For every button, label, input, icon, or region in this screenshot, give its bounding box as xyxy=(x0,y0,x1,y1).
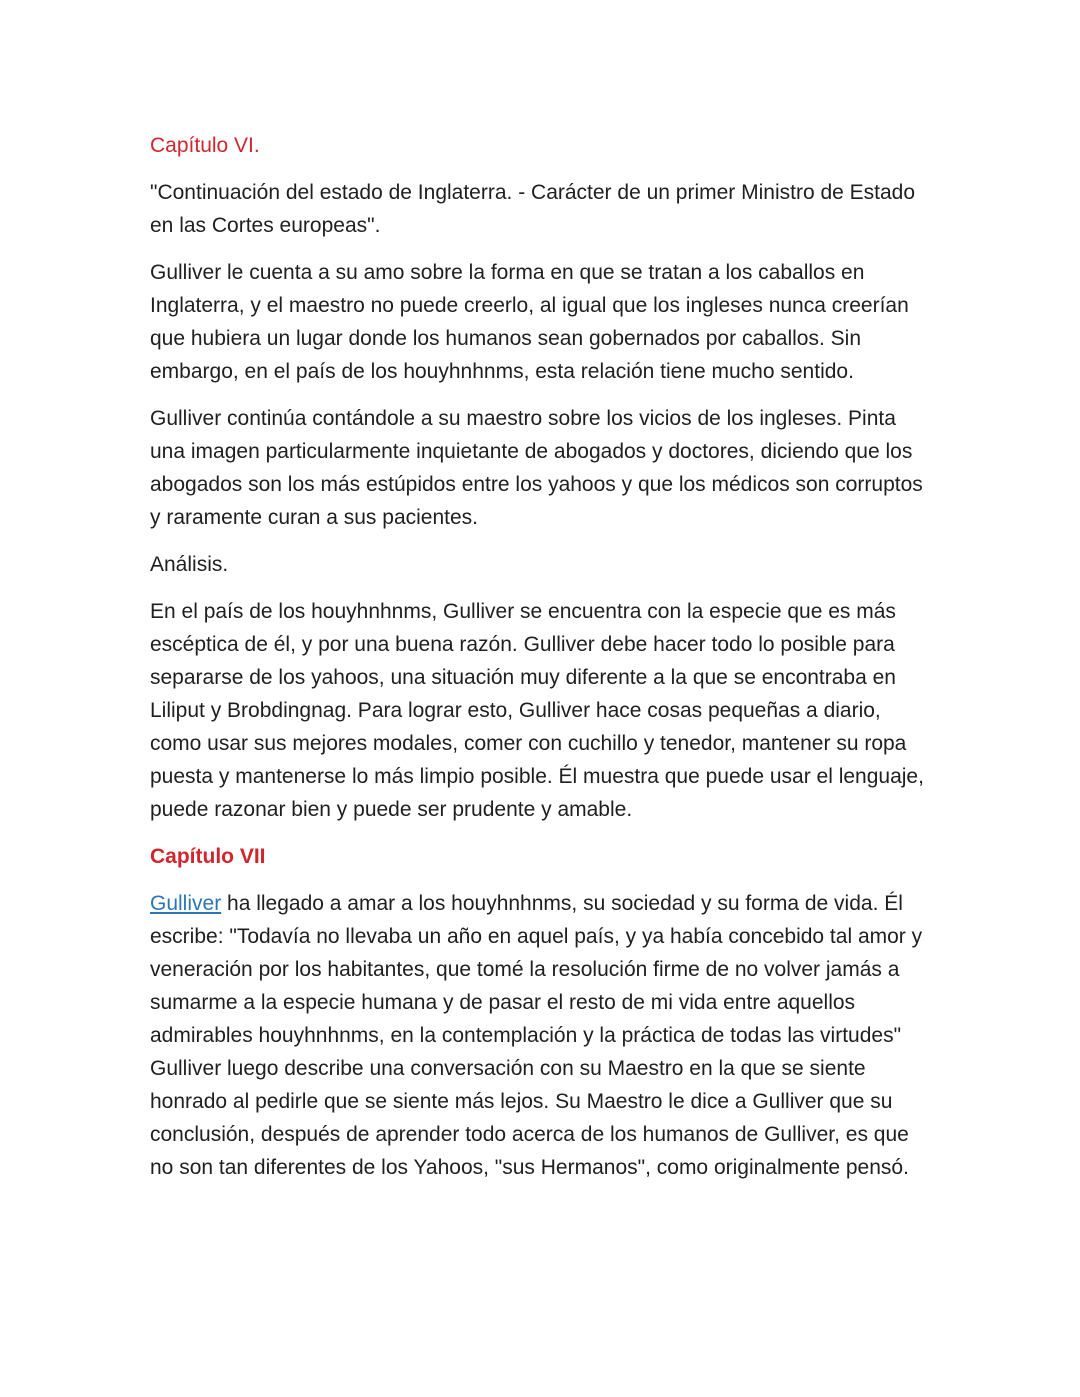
chapter-7-heading: Capítulo VII xyxy=(150,845,266,868)
document-content xyxy=(150,129,935,1184)
chapter-6-paragraph-1: Gulliver le cuenta a su amo sobre la forma en que se tratan a los caballos en Inglaterra, y el maestro no puede creerlo, al igual que los ingleses nunca creerían que hubiera un lugar donde los humanos sean gobernados por caballos. Sin embargo, en el país de los houyhnhnms, esta relación tiene mucho sentido. xyxy=(150,261,909,383)
analysis-label: Análisis. xyxy=(150,553,229,576)
analysis-paragraph: En el país de los houyhnhnms, Gulliver se encuentra con la especie que es más escéptica de él, y por una buena razón. Gulliver debe hacer todo lo posible para separarse de los yahoos, una situación muy diferente a la que se encontraba en Liliput y Brobdingnag. Para lograr esto, Gulliver hace cosas pequeñas a diario, como usar sus mejores modales, comer con cuchillo y tenedor, mantener su ropa puesta y mantenerse lo más limpio posible. Él muestra que puede usar el lenguaje, puede razonar bien y puede ser prudente y amable. xyxy=(150,600,924,821)
chapter-7-paragraph-text: ha llegado a amar a los houyhnhnms, su sociedad y su forma de vida. Él escribe: "Todavía no llevaba un año en aquel país, y ya había concebido tal amor y veneración por los habitantes, que tomé la resolución firme de no volver jamás a sumarme a la especie humana y de pasar el resto de mi vida entre aquellos admirables houyhnhnms, en la contemplación y la práctica de todas las virtudes" Gulliver luego describe una conversación con su Maestro en la que se siente honrado al pedirle que se siente más lejos. Su Maestro le dice a Gulliver que su conclusión, después de aprender todo acerca de los humanos de Gulliver, es que no son tan diferentes de los Yahoos, "sus Hermanos", como originalmente pensó. xyxy=(150,892,923,1179)
chapter-7-paragraph xyxy=(150,887,935,1184)
gulliver-link[interactable]: Gulliver xyxy=(150,892,222,915)
chapter-6-paragraph-2: Gulliver continúa contándole a su maestro sobre los vicios de los ingleses. Pinta una imagen particularmente inquietante de abogados y doctores, diciendo que los abogados son los más estúpidos entre los yahoos y que los médicos son corruptos y raramente curan a sus pacientes. xyxy=(150,407,923,529)
chapter-6-heading: Capítulo VI. xyxy=(150,134,260,157)
chapter-6-summary-quote: "Continuación del estado de Inglaterra. - Carácter de un primer Ministro de Estado en las Cortes europeas". xyxy=(150,181,916,237)
